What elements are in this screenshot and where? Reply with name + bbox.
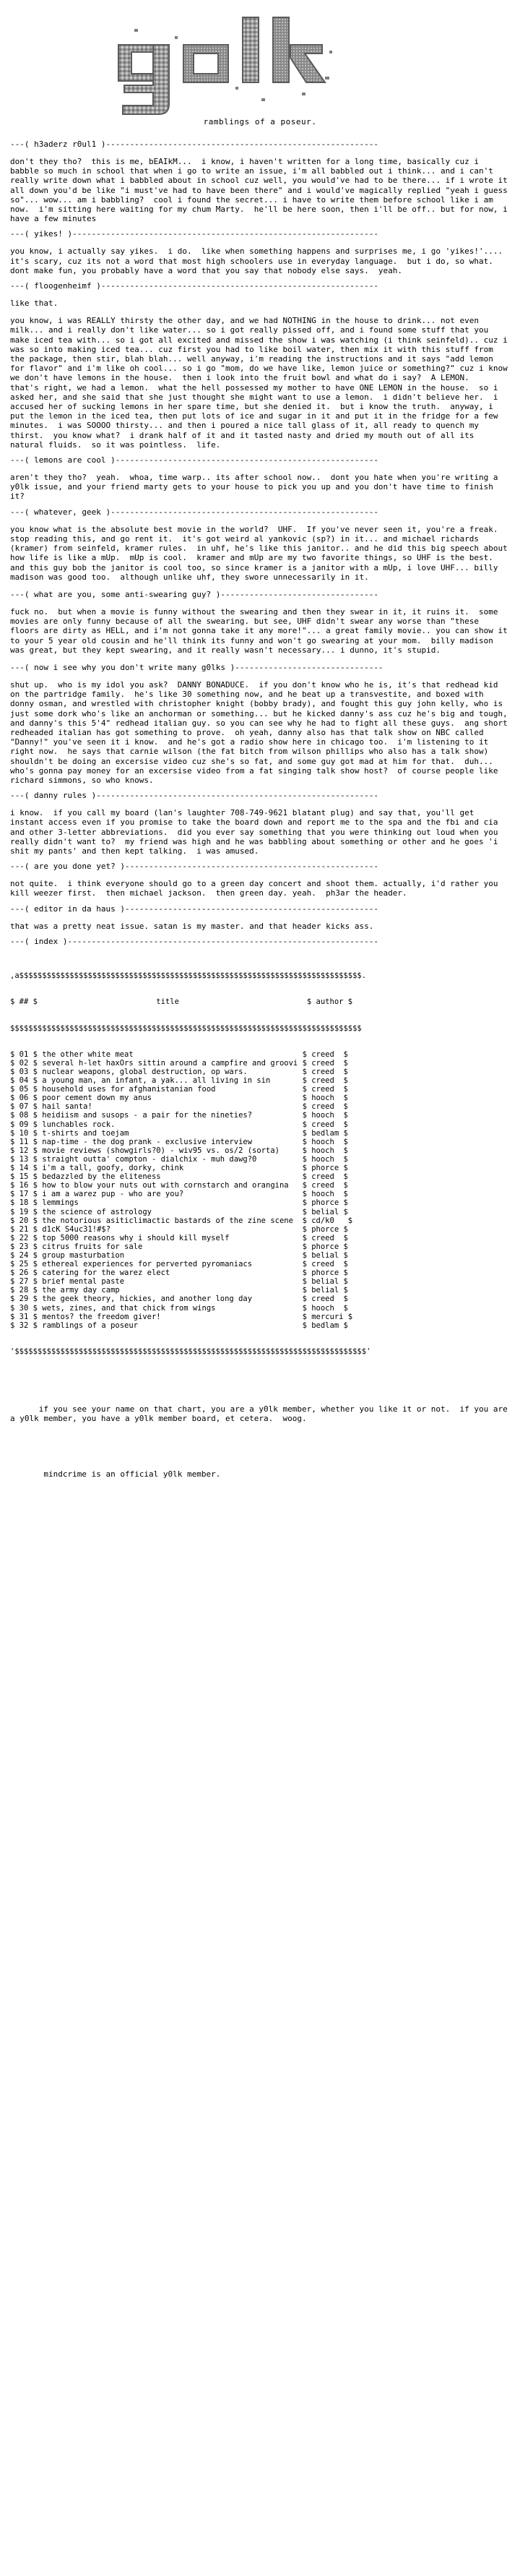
index-entry[interactable]: $ 10 $ t-shirts and toejam $ bedlam $ bbox=[10, 1128, 348, 1138]
section-editor-in-da-haus bbox=[10, 904, 510, 931]
section-index bbox=[10, 937, 510, 1374]
paragraph: that was a pretty neat issue. satan is my master. and that header kicks ass. bbox=[10, 921, 374, 931]
section-are-you-done-yet bbox=[10, 862, 510, 898]
section-yikes bbox=[10, 229, 510, 275]
index-entry[interactable]: $ 12 $ movie reviews (showgirls?0) - wiv95 vs. os/2 (sorta) $ hooch $ bbox=[10, 1146, 348, 1155]
section-rule: ---( editor in da haus )----------------------------------------------------- bbox=[10, 903, 378, 914]
index-banner-line: ,a$$$$$$$$$$$$$$$$$$$$$$$$$$$$$$$$$$$$$$$$$$$$$$$$$$$$$$$$$$$$$$$$$$$$$$$$$$$. bbox=[10, 971, 367, 980]
sub-section-rule: ---( what are you, some anti-swearing guy? )--------------------------------- bbox=[10, 589, 378, 599]
section-rule: ---( h3aderz r0ul1 )--------------------------------------------------------- bbox=[10, 139, 378, 149]
index-entry[interactable]: $ 21 $ d1cK S4uc31!#$? $ phorce $ bbox=[10, 1224, 348, 1234]
index-entry[interactable]: $ 07 $ hail santa! $ creed $ bbox=[10, 1102, 348, 1112]
masthead bbox=[0, 0, 520, 126]
section-whatever-geek bbox=[10, 507, 513, 785]
index-entry[interactable]: $ 23 $ citrus fruits for sale $ phorce $ bbox=[10, 1242, 348, 1251]
paragraph: aren't they tho? yeah. whoa, time warp.. its after school now.. dont you hate when you're writing a y0lk issue, and your friend marty gets to your house to pick you up and you don't have time to finish it? bbox=[10, 473, 503, 502]
index-entry[interactable]: $ 27 $ brief mental paste $ belial $ bbox=[10, 1277, 348, 1287]
index-banner-line: '$$$$$$$$$$$$$$$$$$$$$$$$$$$$$$$$$$$$$$$$$$$$$$$$$$$$$$$$$$$$$$$$$$$$$$$$$$$$$' bbox=[10, 1347, 371, 1356]
index-rows bbox=[10, 1050, 510, 1330]
paragraph: you know, i was REALLY thirsty the other day, and we had NOTHING in the house to drink... not even milk... and i really don't like water... so i got really pissed off, and i found some stuff that you make iced tea with... so i got all excited and missed the show i was watching (i think seinfeld).. cuz i was so into making iced tea... cuz first you had to like boil water, then mix it with this stuff from the package, then stir, blah blah... well anyway, i'm reading the instructions and it says "add lemon for flavor" and i'm like oh cool... so i go "mom, do we have like, lemon juice or something?" cuz i know we don't have lemons in the house. then i look into the fruit bowl and what do i say? A LEMON. that's right, we had a lemon. what the hell possessed my mother to have ONE LEMON in the house. so i asked her, and she said that she just thought she might want to use a lemon. i didn't believe her. i accused her of sucking lemons in her spare time, but she denied it. but i know the truth. anyway, i put the lemon in the iced tea, then put lots of ice and sugar in it and put it in the fridge for a few minutes. i was SOOOO thirsty... and then i poured a nice tall glass of it, all ready to quench my thirst. you know what? i drank half of it and it tasted nasty and dried my mouth out of all its natural fluids. so it was pointless. life. bbox=[10, 316, 513, 450]
index-entry[interactable]: $ 26 $ catering for the warez elect $ phorce $ bbox=[10, 1268, 348, 1278]
tagline: ramblings of a poseur. bbox=[203, 117, 317, 126]
index-entry[interactable]: $ 22 $ top 5000 reasons why i should kill myself $ creed $ bbox=[10, 1233, 348, 1242]
section-headerz-roul1 bbox=[10, 139, 513, 224]
section-danny-rules bbox=[10, 791, 510, 856]
section-rule: ---( are you done yet? )----------------------------------------------------- bbox=[10, 862, 378, 872]
paragraph: fuck no. but when a movie is funny without the swearing and then they swear in it, it ruins it. some movies are only funny because of all the swearing. but see, UHF didn't swear any worse than "these floors are dirty as HELL, and i'm not gonna take it any more!"... a great family movie.. you can show it to your 5 year old cousin and he'll think its funny and won't go swearing at your mom. billy madison was great, but they kept swearing, and it really wasn't necessary... i dunno, it's stupid. bbox=[10, 606, 513, 655]
index-entry[interactable]: $ 32 $ ramblings of a poseur $ bedlam $ bbox=[10, 1321, 348, 1330]
index-entry[interactable]: $ 18 $ lemmings $ phorce $ bbox=[10, 1198, 348, 1208]
index-entry[interactable]: $ 29 $ the geek theory, hickies, and another long day $ creed $ bbox=[10, 1295, 348, 1304]
article-body bbox=[0, 139, 520, 1373]
paragraph: shut up. who is my idol you ask? DANNY BONADUCE. if you don't know who he is, it's that redhead kid on the partridge family. he's like 30 something now, and he beat up a transvestite, and boxed with donny osman, and wrestled with christopher knight (bobby brady), and fought this guy john kelly, who is just some dork who's like an anchorman or something... but he kicked danny's ass cuz he's big and tough, and danny's this 5'4" redhead italian guy. so you can see why he had to fight all these guys. ang short redheaded italian has got something to prove. oh yeah, danny also has that talk show on NBC called "Danny!" you've seen it i know. and he's got a radio show here in chicago too. i'm listening to it right now. he says that carnie wilson (the fat bitch from wilson phillips who also has a talk show) shouldn't be doing an excersise video cuz she's so fat, and some guy got mad at him for that. duh... who's gonna pay money for an excersise video from a fat singing talk show host? of course people like richard simmons, so who knows. bbox=[10, 679, 513, 785]
section-floogenheimf bbox=[10, 281, 513, 450]
index-entry[interactable]: $ 01 $ the other white meat $ creed $ bbox=[10, 1049, 348, 1059]
index-entry[interactable]: $ 20 $ the notorious asiticlimactic bastards of the zine scene $ cd/k0 $ bbox=[10, 1216, 353, 1225]
footer-text: if you see your name on that chart, you are a y0lk member, whether you like it or not. if you are a y0lk member, you have a y0lk member board, et cetera. woog. bbox=[10, 1404, 513, 1423]
index-entry[interactable]: $ 02 $ several h-let haxOrs sittin around a campfire and groovi $ creed $ bbox=[10, 1058, 348, 1068]
section-lemons-are-cool bbox=[10, 455, 510, 502]
index-entry[interactable]: $ 09 $ lunchables rock. $ creed $ bbox=[10, 1120, 348, 1129]
index-entry[interactable]: $ 19 $ the science of astrology $ belial $ bbox=[10, 1207, 348, 1216]
index-banner-line: $$$$$$$$$$$$$$$$$$$$$$$$$$$$$$$$$$$$$$$$$$$$$$$$$$$$$$$$$$$$$$$$$$$$$$$$$$$$$ bbox=[10, 1023, 362, 1033]
index-entry[interactable]: $ 06 $ poor cement down my anus $ hooch $ bbox=[10, 1094, 348, 1103]
paragraph: not quite. i think everyone should go to a green day concert and shoot them. actually, i'd rather you kill weezer first. then michael jackson. then green day. yeah. ph3ar the header. bbox=[10, 879, 503, 898]
index-entry[interactable]: $ 25 $ ethereal experiences for perverted pyromaniacs $ creed $ bbox=[10, 1260, 348, 1269]
index-entry[interactable]: $ 15 $ bedazzled by the eliteness $ creed $ bbox=[10, 1172, 348, 1182]
index-entry[interactable]: $ 04 $ a young man, an infant, a yak... all living in sin $ creed $ bbox=[10, 1076, 348, 1086]
index-rule: ---( index )----------------------------------------------------------------- bbox=[10, 936, 378, 946]
section-rule: ---( floogenheimf )---------------------------------------------------------- bbox=[10, 281, 378, 291]
index-entry[interactable]: $ 14 $ i'm a tall, goofy, dorky, chink $ phorce $ bbox=[10, 1164, 348, 1173]
index-header-row: $ ## $ title $ author $ bbox=[10, 997, 353, 1007]
paragraph: i know. if you call my board (lan's laughter 708-749-9621 blatant plug) and say that, you'll get instant access even if you promise to take the board down and report me to the spa and the fbi and cia and other 3-letter abbreviations. did you ever say something that you were thinking out loud when you really didn't want to? my friend was high and he was babbling about something or other and he goes 'i shit my pants' and then kept talking. i was amused. bbox=[10, 808, 503, 856]
index-entry[interactable]: $ 28 $ the army day camp $ belial $ bbox=[10, 1286, 348, 1295]
paragraph: you know what is the absolute best movie in the world? UHF. If you've never seen it, you're a freak. stop reading this, and go rent it. it's got weird al yankovic (sp?) in it... and michael richards (kramer) from seinfeld, kramer rules. in uhf, he's like this janitor.. and he did this big speech about how life is like a mUp. mUp is cool. kramer and mUp are my two favorite things, so UHF is the best. and this guy bob the janitor is cool too, so since kramer is a janitor with a mUp, i love UHF... billy madison was good too. although unlike uhf, they swore unnecessarily in it. bbox=[10, 524, 513, 582]
paragraph: like that. bbox=[10, 299, 58, 309]
index-entry[interactable]: $ 24 $ group masturbation $ belial $ bbox=[10, 1250, 348, 1260]
index-entry[interactable]: $ 08 $ heidiism and susops - a pair for the nineties? $ hooch $ bbox=[10, 1111, 348, 1120]
index-table bbox=[10, 954, 510, 1374]
index-entry[interactable]: $ 17 $ i am a warez pup - who are you? $ hooch $ bbox=[10, 1190, 348, 1199]
section-rule: ---( danny rules )----------------------------------------------------------- bbox=[10, 791, 378, 801]
footer-note bbox=[0, 1385, 520, 1512]
golk-logo bbox=[108, 7, 412, 116]
section-rule: ---( lemons are cool )------------------------------------------------------- bbox=[10, 455, 378, 465]
index-entry[interactable]: $ 13 $ straight outta' compton - dialchix - muh dawg?0 $ hooch $ bbox=[10, 1154, 348, 1164]
index-entry[interactable]: $ 11 $ nap-time - the dog prank - exclusive interview $ hooch $ bbox=[10, 1137, 348, 1146]
index-entry[interactable]: $ 30 $ wets, zines, and that chick from wings $ hooch $ bbox=[10, 1303, 348, 1313]
paragraph: don't they tho? this is me, bEAIkM... i know, i haven't written for a long time, basically cuz i babble so much in school that when i go to write an issue, i'm all babbled out i think... and i can't really write down what i babbled about in school cuz well, you would've had to be there... if i wrote it all down you'd be like "i must've had to have been there" and i would've magically replied "yeah i guess so"... wow... am i babbling? cool i found the secret... i have to write them before school like i am now. i'm sitting here waiting for my chum Marty. he'll be here soon, then i'll be off.. but for now, i have a few minutes bbox=[10, 157, 513, 224]
footer-tagline: mindcrime is an official y0lk member. bbox=[10, 1469, 221, 1479]
index-entry[interactable]: $ 05 $ household uses for afghanistanian food $ creed $ bbox=[10, 1085, 348, 1094]
section-rule: ---( whatever, geek )-------------------------------------------------------- bbox=[10, 507, 378, 517]
paragraph: you know, i actually say yikes. i do. like when something happens and surprises me, i go 'yikes!'.... it's scary, cuz its not a word that most high schoolers use in everyday language. but i do, so what. dont make fun, you probably have a word that you say that nobody else says. yeah. bbox=[10, 246, 508, 275]
sub-section-rule: ---( now i see why you don't write many g0lks )------------------------------- bbox=[10, 662, 384, 672]
index-entry[interactable]: $ 31 $ mentos? the freedom giver! $ mercuri $ bbox=[10, 1312, 353, 1321]
index-entry[interactable]: $ 03 $ nuclear weapons, global destruction, op wars. $ creed $ bbox=[10, 1068, 348, 1076]
index-entry[interactable]: $ 16 $ how to blow your nuts out with cornstarch and orangina $ creed $ bbox=[10, 1181, 348, 1190]
section-rule: ---( yikes! )---------------------------------------------------------------- bbox=[10, 229, 378, 239]
